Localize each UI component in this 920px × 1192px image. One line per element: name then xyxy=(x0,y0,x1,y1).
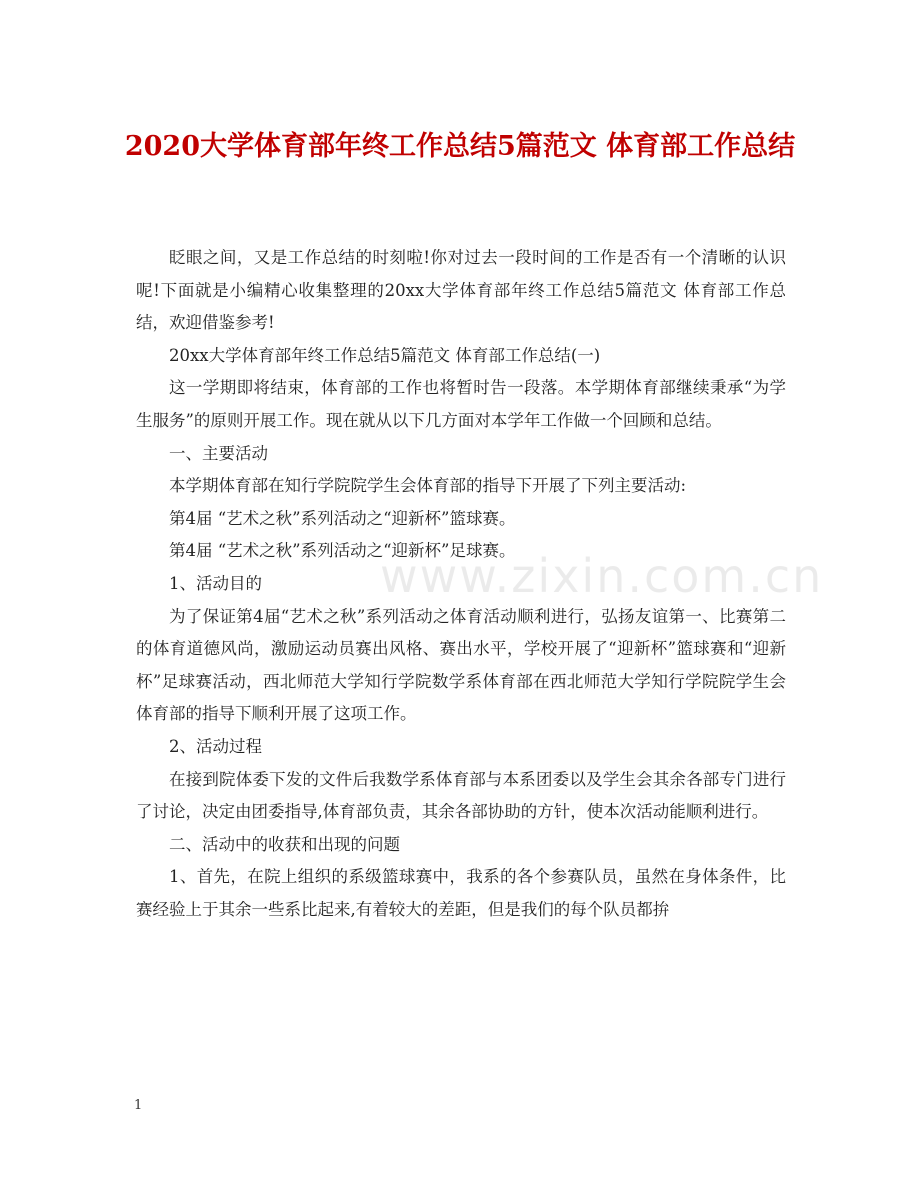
paragraph: 1、首先，在院上组织的系级篮球赛中，我系的各个参赛队员，虽然在身体条件，比赛经验上于其余一些系比起来,有着较大的差距，但是我们的每个队员都拚 xyxy=(136,867,786,919)
section-heading: 二、活动中的收获和出现的问题 xyxy=(169,834,400,854)
section-heading: 一、主要活动 xyxy=(169,443,268,463)
paragraph: 本学期体育部在知行学院院学生会体育部的指导下开展了下列主要活动: xyxy=(169,476,687,496)
paragraph: 第4届 “艺术之秋”系列活动之“迎新杯”篮球赛。 xyxy=(169,508,516,528)
paragraph: 在接到院体委下发的文件后我数学系体育部与本系团委以及学生会其余各部专门进行了讨论，决定由团委指导,体育部负责，其余各部协助的方针，使本次活动能顺利进行。 xyxy=(136,769,786,822)
page-number: 1 xyxy=(134,1098,143,1113)
document-body xyxy=(136,242,786,926)
document-title: 2020大学体育部年终工作总结5篇范文 体育部工作总结 xyxy=(124,131,796,162)
paragraph: 这一学期即将结束，体育部的工作也将暂时告一段落。本学期体育部继续秉承“为学生服务”的原则开展工作。现在就从以下几方面对本学年工作做一个回顾和总结。 xyxy=(136,378,786,430)
paragraph: 20xx大学体育部年终工作总结5篇范文 体育部工作总结(一) xyxy=(169,345,601,365)
paragraph: 第4届 “艺术之秋”系列活动之“迎新杯”足球赛。 xyxy=(169,541,516,561)
subsection-heading: 2、活动过程 xyxy=(169,736,262,756)
watermark: www.zixin.com.cn xyxy=(380,549,824,603)
paragraph: 眨眼之间，又是工作总结的时刻啦!你对过去一段时间的工作是否有一个清晰的认识呢!下面就是小编精心收集整理的20xx大学体育部年终工作总结5篇范文 体育部工作总结，欢迎借鉴参考! xyxy=(136,248,786,333)
subsection-heading: 1、活动目的 xyxy=(169,573,262,593)
paragraph: 为了保证第4届“艺术之秋”系列活动之体育活动顺利进行，弘扬友谊第一、比赛第二的体育道德风尚，激励运动员赛出风格、赛出水平，学校开展了“迎新杯”篮球赛和“迎新杯”足球赛活动，西北师范大学知行学院数学系体育部在西北师范大学知行学院院学生会体育部的指导下顺利开展了这项工作。 xyxy=(136,606,786,724)
